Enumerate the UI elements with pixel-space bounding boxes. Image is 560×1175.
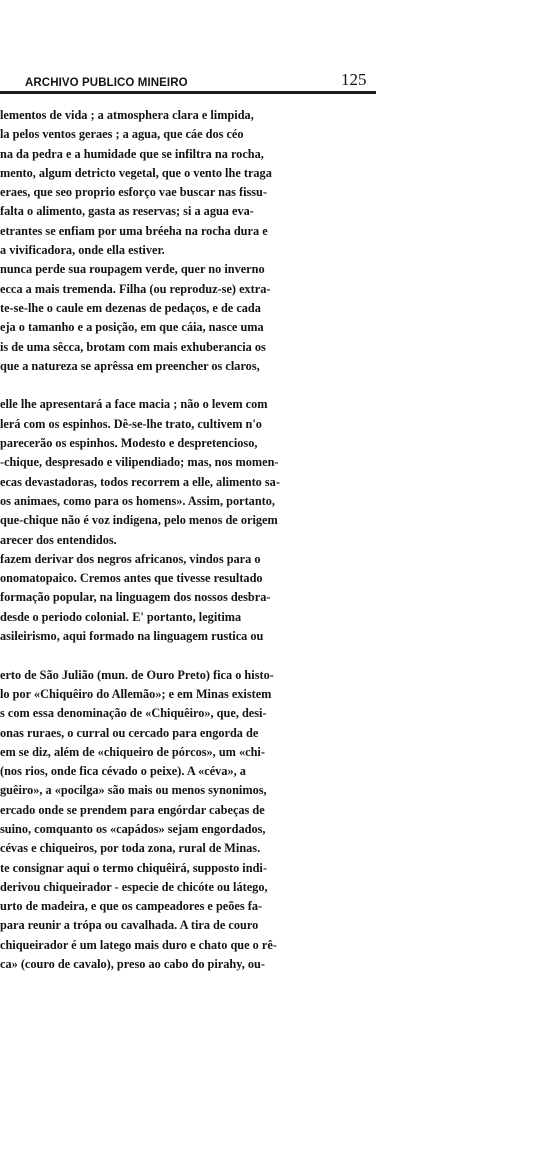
text-line: asileirismo, aqui formado na linguagem rustica ou [0,629,264,644]
text-line: os animaes, como para os homens». Assim, portanto, [0,493,275,508]
text-line: desde o periodo colonial. E' portanto, legitima [0,609,242,624]
text-line: te-se-lhe o caule em dezenas de pedaços, e de cada [0,300,261,315]
body-text [0,106,400,974]
page-header [0,68,378,94]
text-line: -chique, despresado e vilipendiado; mas, nos momen- [0,455,279,470]
text-line: para reunir a trópa ou cavalhada. A tira de couro [0,918,259,933]
text-line: na da pedra e a humidade que se infiltra na rocha, [0,146,264,161]
text-line: elle lhe apresentará a face macia ; não o levem com [0,397,268,412]
text-line: nunca perde sua roupagem verde, quer no inverno [0,262,265,277]
text-line: te consignar aqui o termo chiquêirá, supposto indi- [0,860,267,875]
text-line: suino, comquanto os «capádos» sejam engordados, [0,821,266,836]
text-line: ercado onde se prendem para engórdar cabeças de [0,802,265,817]
text-line: ca» (couro de cavalo), preso ao cabo do pirahy, ou- [0,957,265,972]
text-line: lo por «Chiquêiro do Allemão»; e em Minas existem [0,686,272,701]
text-line: (nos rios, onde fica cévado o peixe). A «céva», a [0,764,246,779]
page-number: 125 [341,70,367,89]
text-line: guêiro», a «pocilga» são mais ou menos synonimos, [0,783,267,798]
text-line: mento, algum detricto vegetal, que o vento lhe traga [0,165,272,180]
text-line: lementos de vida ; a atmosphera clara e limpida, [0,108,254,122]
text-line: parecerão os espinhos. Modesto e despretencioso, [0,436,258,451]
text-line: urto de madeira, e que os campeadores e peões fa- [0,899,263,914]
text-line: que-chique não é voz indigena, pelo menos de origem [0,513,278,528]
text-line: s com essa denominação de «Chiquêiro», que, desi- [0,706,267,721]
text-line: chiqueirador é um latego mais duro e chato que o rê- [0,937,277,952]
text-line: etrantes se enfiam por uma bréeha na rocha dura e [0,223,268,238]
text-line: la pelos ventos geraes ; a agua, que cáe dos céo [0,127,244,142]
paragraph-gap [0,376,400,395]
header-rule [0,91,376,94]
text-line: cévas e chiqueiros, por toda zona, rural de Minas. [0,841,261,856]
text-line: eraes, que seo proprio esforço vae buscar nas fissu- [0,185,267,200]
text-line: derivou chiqueirador - especie de chicóte ou látego, [0,879,268,894]
text-line: em se diz, além de «chiqueiro de pórcos», um «chi- [0,744,265,759]
text-line: ecca a mais tremenda. Filha (ou reproduz-se) extra- [0,281,271,296]
text-line: lerá com os espinhos. Dê-se-lhe trato, cultivem n'o [0,416,262,431]
text-line: a vivificadora, onde ella estiver. [0,243,165,258]
paragraph-gap [0,646,400,665]
text-line: formação popular, na linguagem dos nossos desbra- [0,590,271,605]
text-line: ecas devastadoras, todos recorrem a elle, alimento sa- [0,474,280,489]
text-line: fazem derivar dos negros africanos, vindos para o [0,551,261,566]
text-line: is de uma sêcca, brotam com mais exhuberancia os [0,339,266,354]
text-line: onomatopaico. Cremos antes que tivesse resultado [0,571,263,586]
text-line: onas ruraes, o curral ou cercado para engorda de [0,725,259,740]
text-line: eja o tamanho e a posição, em que cáia, nasce uma [0,320,264,335]
text-line: arecer dos entendidos. [0,532,117,547]
running-title: ARCHIVO PUBLICO MINEIRO [25,77,188,89]
text-line: falta o alimento, gasta as reservas; si a agua eva- [0,204,254,219]
text-line: que a natureza se aprêssa em preencher os claros, [0,358,260,373]
text-line: erto de São Julião (mun. de Ouro Preto) fica o histo- [0,667,274,682]
